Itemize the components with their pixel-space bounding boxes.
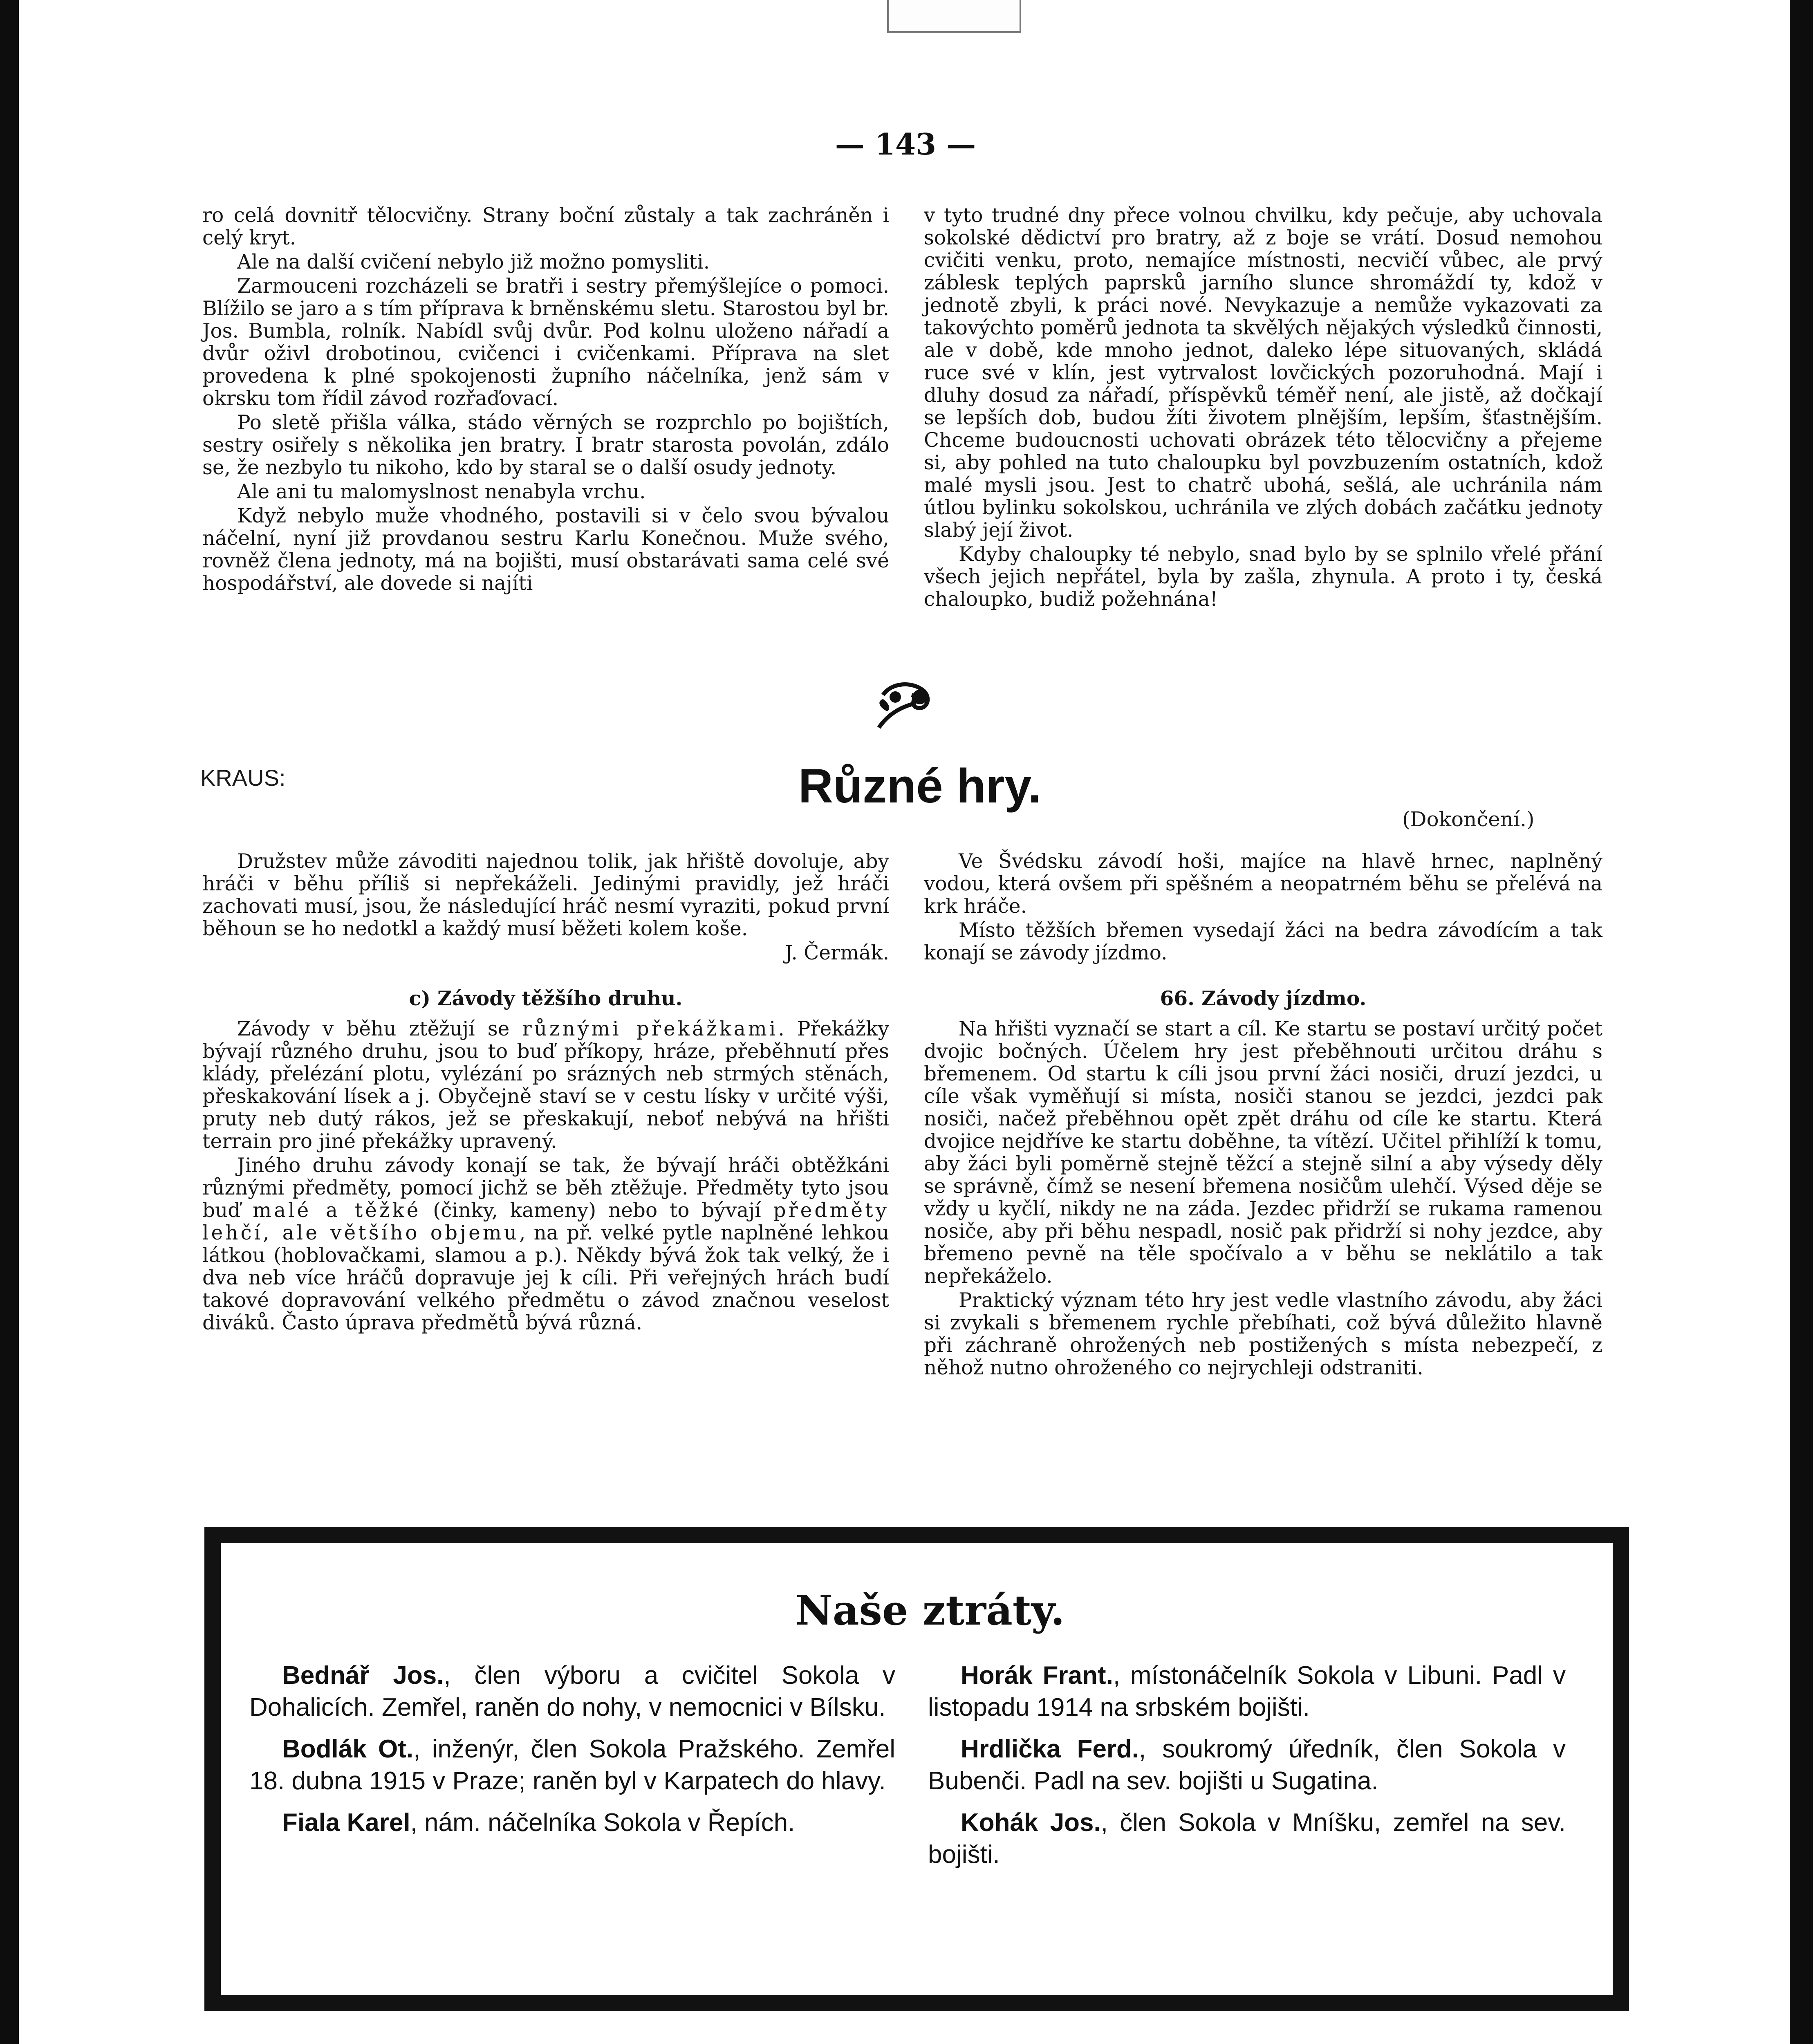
paragraph: Místo těžších břemen vysedají žáci na bedra závodícím a tak konají se závody jízdmo. — [924, 919, 1602, 964]
obituary-entry — [928, 1733, 1566, 1797]
paragraph: Když nebylo muže vhodného, postavili si v čelo svou bývalou náčelní, nyní již provdanou sestru Karlu Konečnou. Muže svého, rovněž člena jednoty, má na bojišti, musí obstarávati sama celé své hospodářství, ale dovede si najíti — [202, 504, 889, 595]
obituary-name: Bodlák Ot. — [282, 1735, 414, 1763]
scan-border-right — [1790, 0, 1813, 2044]
obituary-entry — [928, 1660, 1566, 1724]
obituary-entry — [928, 1807, 1566, 1871]
obituary-entry — [249, 1733, 895, 1797]
paragraph: Ale ani tu malomyslnost nenabyla vrchu. — [237, 480, 646, 503]
paragraph: v tyto trudné dny přece volnou chvilku, kdy pečuje, aby uchovala sokolské dědictví pro bratry, až z boje se vrátí. Dosud nemohou cvičiti venku, proto, nemajíce místnosti, necvičí vůbec, ale prvý záblesk teplých paprsků jarního slunce shromáždí ty, kdož v jednotě zbyli, k práci nové. Nevykazuje a nemůže vykazovati za takovýchto poměrů jednota ta skvělých nějakých výsledků činnosti, ale v době, kde mnoho jednot, daleko lépe situovaných, skládá ruce své v klín, jest vytrvalost lovčických pozoruhodná. Mají i dluhy dosud za nářadí, příspěvků téměř není, ale jistě, až dočkají se lepších dob, budou žíti životem plnějším, lepším, šťastnějším. Chceme budoucnosti uchovati obrázek této tělocvičny a přejeme si, aby pohled na tuto chaloupku byl povzbuzením ostatních, kdož malé mysli jsou. Jest to chatrč ubohá, sešlá, ale uchránila nám útlou bylinku sokolskou, uchránila ve zlých dobách začátku jednoty slabý její život. — [924, 204, 1602, 542]
paragraph: Zarmouceni rozcházeli se bratři i sestry přemýšlejíce o pomoci. Blížilo se jaro a s tím příprava k brněnskému sletu. Starostou byl br. Jos. Bumbla, rolník. Nabídl svůj dvůr. Pod kolnu uloženo nářadí a dvůr oživl drobotinou, cvičenci i cvičenkami. Příprava na slet provedena k plné spokojenosti župního náčelníka, jenž sám v okrsku tom řídil závod rozřaďovací. — [202, 275, 889, 410]
emphasis-spaced: různými překážkami — [522, 1018, 778, 1040]
page-number: — 143 — — [835, 127, 976, 161]
paragraph: Na hřišti vyznačí se start a cíl. Ke startu se postaví určitý počet dvojic bočných. Účelem hry jest přeběhnouti určitou dráhu s břemenem. Od startu k cíli jsou první žáci nosiči, druzí jezdci, u cíle však vyměňují si místa, nosiči stanou se jezdci, jezdci pak nosiči, načež přeběhnou opět zpět dráhu od cíle ke startu. Která dvojice nejdříve ke startu doběhne, ta vítězí. Učitel přihlíží k tomu, aby žáci byli poměrně stejně těžcí a stejně silní a aby výsedy děly se správně, čímž se nesení břemena nosičům ulehčí. Výsed děje se vždy u kyčlí, nikdy ne na záda. Jezdec přidrží se rukama ramenou nosiče, aby při běhu nespadl, nosič pak přidrží si nohy jezdce, aby břemeno pevně na těle spočívalo a v běhu se neklátilo a tak nepřekáželo. — [924, 1018, 1602, 1288]
floral-ornament-icon — [871, 679, 936, 736]
paragraph: Ve Švédsku závodí hoši, majíce na hlavě hrnec, naplněný vodou, která ovšem při spěšném a neopatrném běhu se přelévá na krk hráče. — [924, 850, 1602, 918]
signature: J. Čermák. — [784, 941, 889, 964]
paragraph — [202, 1154, 889, 1334]
obituary-title: Naše ztráty. — [795, 1586, 1065, 1634]
text-run: Závody v běhu ztěžují se — [237, 1018, 522, 1040]
emphasis-spaced: předměty lehčí, ale většího objemu — [202, 1199, 890, 1244]
article1-right-column — [924, 204, 1602, 611]
obituary-text: , nám. náčelníka Sokola v Řepích. — [410, 1809, 795, 1837]
obituary-name: Bednář Jos. — [282, 1661, 444, 1690]
paragraph — [202, 1018, 889, 1153]
obituary-text: , soukromý úředník, člen Sokola v Bubenči. Padl na sev. bojišti u Sugatina. — [928, 1735, 1566, 1795]
obituary-name: Kohák Jos. — [961, 1809, 1101, 1837]
paragraph: Družstev může závoditi najednou tolik, jak hřiště dovoluje, aby hráči v běhu příliš si nepřekáželi. Jedinými pravidly, jež hráči zachovati musí, jsou, že následující hráč nesmí vyraziti, pokud první běhoun se ho nedotkl a každý musí běžeti kolem koše. — [202, 850, 889, 940]
emphasis-spaced: malé a těžké — [253, 1199, 421, 1222]
obituary-left-column — [249, 1660, 895, 1849]
paragraph: ro celá dovnitř tělocvičny. Strany boční zůstaly a tak zachráněn i celý kryt. — [202, 204, 889, 249]
paragraph: Praktický význam této hry jest vedle vlastního závodu, aby žáci si zvykali s břemenem rychle přebíhati, což bývá důležito hlavně při záchraně ohrožených neb postižených s místa nebezpečí, z něhož nutno ohroženého co nejrychleji odstraniti. — [924, 1289, 1602, 1379]
obituary-text: , člen výboru a cvičitel Sokola v Dohalicích. Zemřel, raněn do nohy, v nemocnici v Bílsku. — [249, 1661, 895, 1721]
obituary-name: Fiala Karel — [282, 1809, 410, 1837]
subheading: 66. Závody jízdmo. — [1160, 987, 1367, 1010]
article2-right-column — [924, 850, 1602, 1379]
obituary-entry — [249, 1807, 895, 1839]
author-label: KRAUS: — [200, 765, 286, 791]
text-run: Jiného druhu závody konají se tak, že bývají hráči obtěžkáni různými předměty, pomocí jichž se běh ztěžuje. Předměty tyto jsou buď — [202, 1154, 889, 1222]
text-run: . Překážky bývají různého druhu, jsou to buď příkopy, hráze, přeběhnutí přes klády, přelézání plotu, vylézání po srázných neb strmých stěnách, přeskakování lísek a j. Obyčejně staví se v cestu lísky v určité výši, pruty neb dutý rákos, jež se přeskakují, neboť nebývá na hřišti terrain pro jiné překážky upravený. — [202, 1018, 890, 1153]
section-note: (Dokončení.) — [1402, 807, 1535, 831]
section-title: Různé hry. — [798, 759, 1042, 813]
obituary-text: , místonáčelník Sokola v Libuni. Padl v listopadu 1914 na srbském bojišti. — [928, 1661, 1566, 1721]
obituary-text: , člen Sokola v Mníšku, zemřel na sev. bojišti. — [928, 1809, 1566, 1869]
paragraph: Kdyby chaloupky té nebylo, snad bylo by se splnilo vřelé přání všech jejich nepřátel, byla by zašla, zhynula. A proto i ty, česká chaloupko, budiž požehnána! — [924, 543, 1602, 611]
text-run: , na př. velké pytle naplněné lehkou látkou (hoblovačkami, slamou a p.). Někdy bývá žok tak velký, že i dva neb více hráčů dopravuje jej k cíli. Při veřejných hrách budí takové dopravování velkého předmětu o závod značnou veselost diváků. Často úprava předmětů bývá různá. — [202, 1221, 890, 1334]
obituary-right-column — [928, 1660, 1566, 1880]
subheading: c) Závody těžšího druhu. — [409, 987, 683, 1010]
paragraph: Po sletě přišla válka, stádo věrných se rozprchlo po bojištích, sestry osiřely s několika jen bratry. I bratr starosta povolán, zdálo se, že nezbylo tu nikoho, kdo by staral se o další osudy jednoty. — [202, 411, 889, 479]
article1-left-column — [202, 204, 889, 595]
obituary-name: Horák Frant. — [961, 1661, 1113, 1690]
obituary-text: , inženýr, člen Sokola Pražského. Zemřel 18. dubna 1915 v Praze; raněn byl v Karpatech do hlavy. — [249, 1735, 896, 1795]
scan-border-left — [0, 0, 19, 2044]
paragraph: Ale na další cvičení nebylo již možno pomysliti. — [237, 251, 710, 273]
obituary-name: Hrdlička Ferd. — [961, 1735, 1139, 1763]
text-run: (činky, kameny) nebo to bývají — [421, 1199, 773, 1222]
scan-top-tab — [887, 0, 1021, 33]
obituary-entry — [249, 1660, 895, 1724]
article2-left-column — [202, 850, 889, 1334]
